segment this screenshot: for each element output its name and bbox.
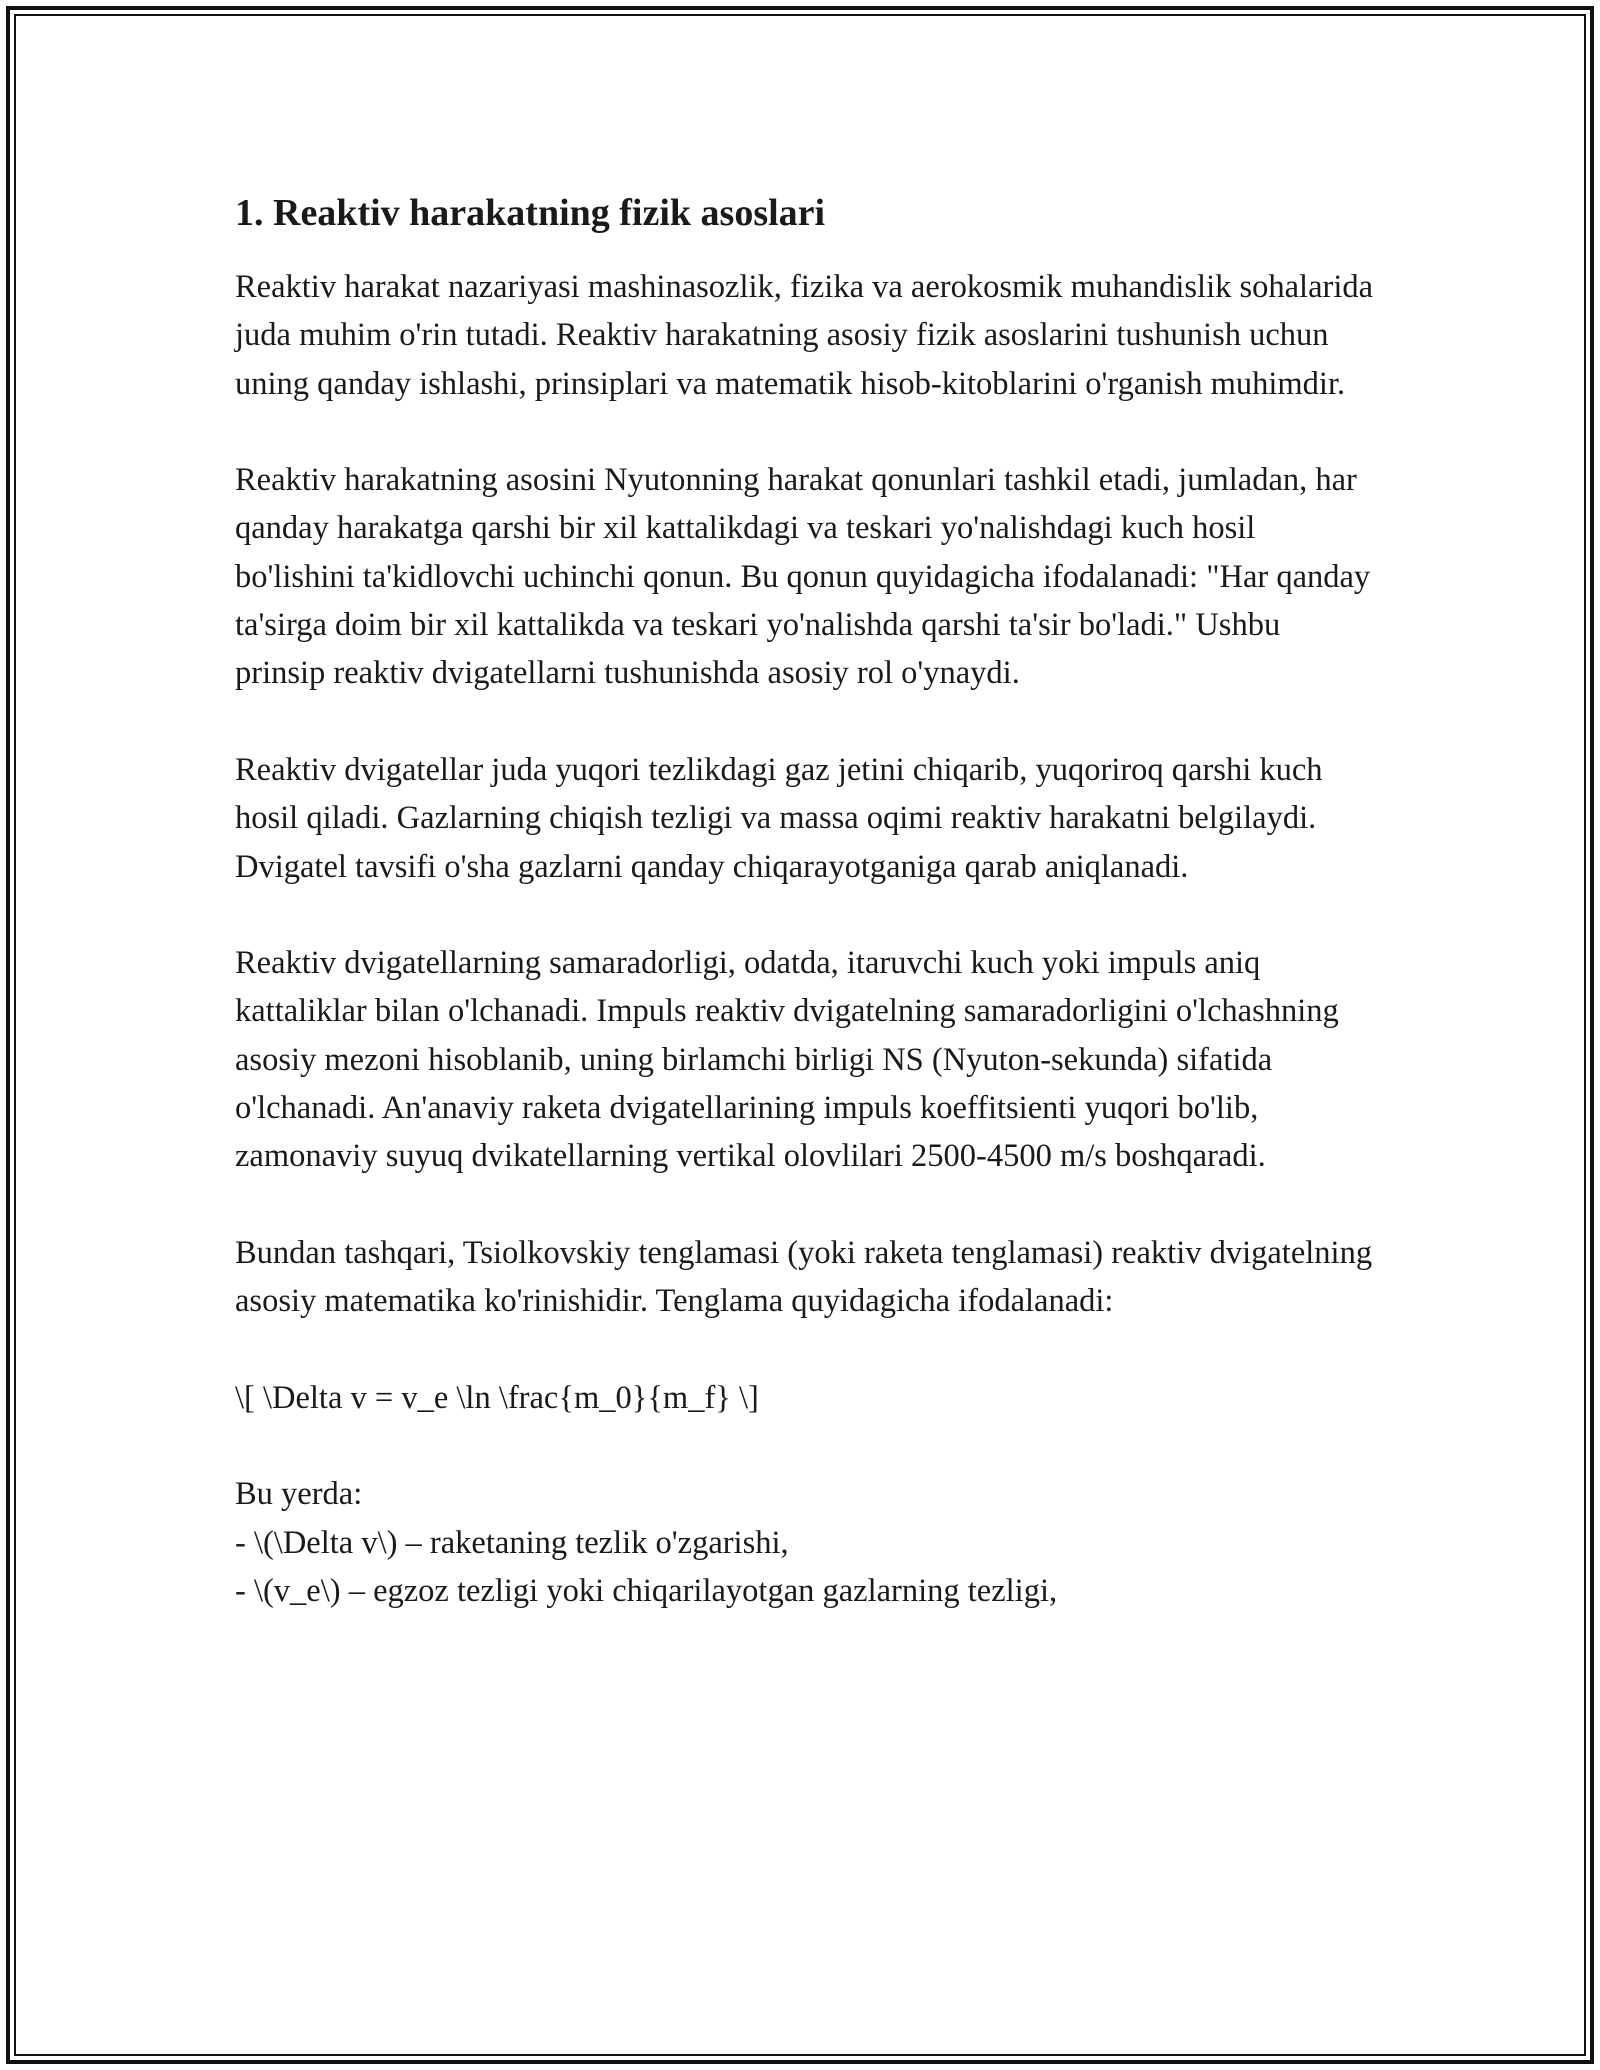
list-intro: Bu yerda: bbox=[235, 1476, 363, 1513]
paragraph-2: Reaktiv harakatning asosini Nyutonning harakat qonunlari tashkil etadi, jumladan, har qanday harakatga qarshi bir xil kattalikdagi va teskari yo'nalishdagi kuch hosil bo'lishini ta'kidlovchi uchinchi qonun. Bu qonun quyidagicha ifodalanadi: "Har qanday ta'sirga doim bir xil kattalikda va teskari yo'nalishda qarshi ta'sir bo'ladi." Ushbu prinsip reaktiv dvigatellarni tushunishda asosiy rol o'ynaydi. bbox=[235, 462, 1371, 692]
paragraph-5: Bundan tashqari, Tsiolkovskiy tenglamasi (yoki raketa tenglamasi) reaktiv dvigatelning asosiy matematika ko'rinishidir. Tenglama quyidagicha ifodalanadi: bbox=[235, 1234, 1373, 1320]
paragraph-3: Reaktiv dvigatellar juda yuqori tezlikdagi gaz jetini chiqarib, yuqoriroq qarshi kuch hosil qiladi. Gazlarning chiqish tezligi va massa oqimi reaktiv harakatni belgilaydi. Dvigatel tavsifi o'sha gazlarni qanday chiqarayotganiga qarab aniqlanadi. bbox=[235, 751, 1323, 885]
section-heading: 1. Reaktiv harakatning fizik asoslari bbox=[235, 192, 826, 234]
document-body bbox=[235, 185, 1375, 1615]
equation-latex: \[ \Delta v = v_e \ln \frac{m_0}{m_f} \] bbox=[235, 1379, 759, 1416]
paragraph-1: Reaktiv harakat nazariyasi mashinasozlik, fizika va aerokosmik muhandislik sohalarida juda muhim o'rin tutadi. Reaktiv harakatning asosiy fizik asoslarini tushunish uchun uning qanday ishlashi, prinsiplari va matematik hisob-kitoblarini o'rganish muhimdir. bbox=[235, 269, 1374, 402]
paragraph-4: Reaktiv dvigatellarning samaradorligi, odatda, itaruvchi kuch yoki impuls aniq kattaliklar bilan o'lchanadi. Impuls reaktiv dvigatelning samaradorligini o'lchashning asosiy mezoni hisoblanib, uning birlamchi birligi NS (Nyuton-sekunda) sifatida o'lchanadi. An'anaviy raketa dvigatellarining impuls koeffitsienti yuqori bo'lib, zamonaviy suyuq dvikatellarning vertikal olovlilari 2500-4500 m/s boshqaradi. bbox=[235, 945, 1339, 1175]
list-item-delta-v: - \(\Delta v\) – raketaning tezlik o'zgarishi, bbox=[235, 1524, 789, 1561]
list-item-v-e: - \(v_e\) – egzoz tezligi yoki chiqarilayotgan gazlarning tezligi, bbox=[235, 1573, 1058, 1610]
